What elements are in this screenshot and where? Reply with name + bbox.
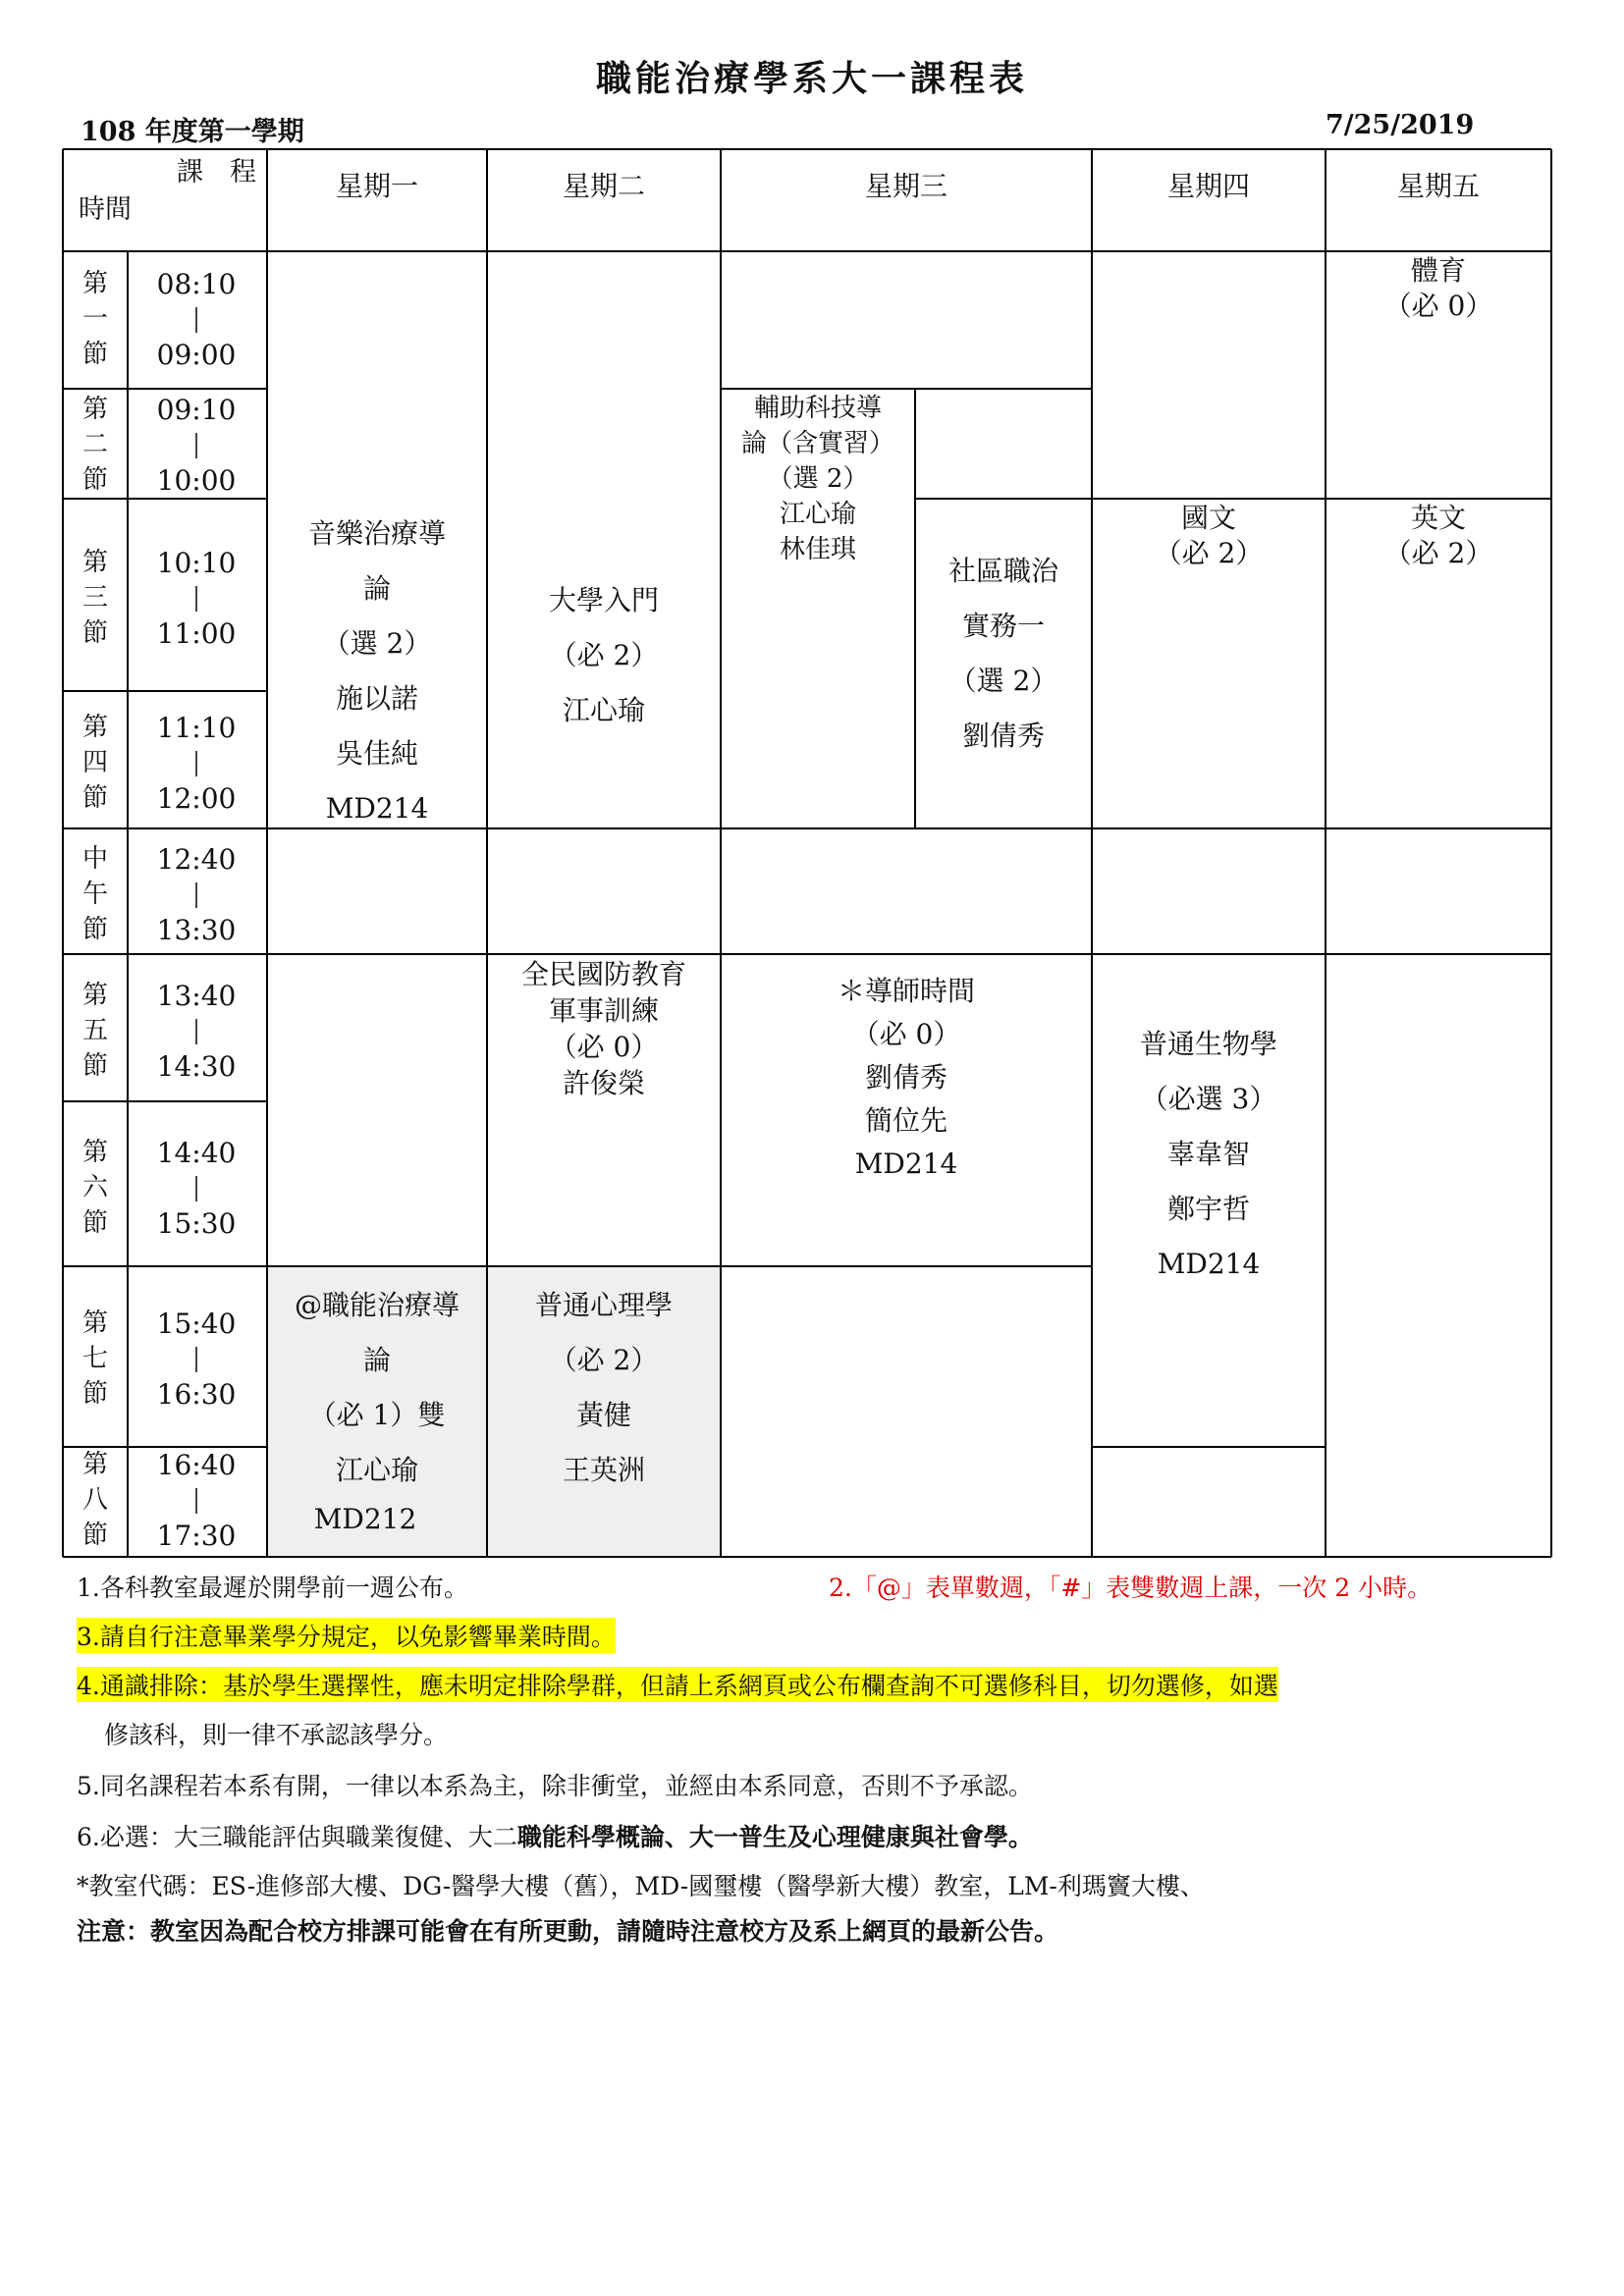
period-time: 08:10 09:00 (156, 268, 237, 372)
course-general-psychology: 普通心理學 （必 2） 黃健 王英洲 (534, 1289, 673, 1486)
period-time: 16:40 17:30 (156, 1449, 237, 1553)
time-label: 時間 (79, 194, 132, 225)
day-thu: 星期四 (1166, 170, 1250, 202)
course-ot-intro: @職能治療導 論 （必 1）雙 江心瑜 (294, 1289, 460, 1486)
period-label: 第 五 節 (81, 981, 108, 1081)
period-time: 12:40 13:30 (156, 843, 237, 947)
course-assistive-tech: 輔助科技導 論（含實習） （選 2） 江心瑜 林佳琪 (740, 394, 894, 564)
term-label: 108 年度第一學期 (81, 117, 304, 147)
course-community-ot: 社區職治 實務一 （選 2） 劉倩秀 (947, 555, 1058, 752)
date-label: 7/25/2019 (1326, 110, 1475, 140)
period-time: 11:10 12:00 (156, 712, 237, 816)
period-time: 09:10 10:00 (156, 394, 237, 498)
period-label: 第 六 節 (81, 1138, 108, 1238)
note-4: 4.通識排除：基於學生選擇性，應未明定排除學群，但請上系網頁或公布欄查詢不可選修科目，切勿選修，如選 (77, 1667, 1278, 1702)
period-label: 第 七 節 (81, 1308, 108, 1409)
period-label: 第 二 節 (81, 395, 108, 495)
page-title: 職能治療學系大一課程表 (595, 58, 1028, 99)
day-fri: 星期五 (1396, 170, 1480, 202)
day-mon: 星期一 (335, 170, 418, 202)
course-ot-intro-room: MD212 (313, 1503, 417, 1535)
period-label: 第 一 節 (81, 269, 108, 369)
period-time: 13:40 14:30 (156, 980, 237, 1084)
course-general-biology: 普通生物學 （必選 3） 辜韋智 鄭宇哲 MD214 (1139, 1028, 1277, 1280)
period-label: 中 午 節 (81, 844, 108, 944)
note-3: 3.請自行注意畢業學分規定，以免影響畢業時間。 (77, 1618, 616, 1653)
note-7: *教室代碼：ES-進修部大樓、DG-醫學大樓（舊），MD-國璽樓（醫學新大樓）教室，LM-利瑪竇大樓、 (77, 1872, 1205, 1900)
course-national-defense: 全民國防教育 軍事訓練 （必 0） 許俊榮 (520, 958, 686, 1099)
note-1: 1.各科教室最遲於開學前一週公布。 (77, 1574, 468, 1602)
note-8: 注意：教室因為配合校方排課可能會在有所更動，請隨時注意校方及系上網頁的最新公告。 (77, 1917, 1059, 1946)
day-wed: 星期三 (864, 170, 947, 202)
day-tue: 星期二 (562, 170, 645, 202)
note-5: 5.同名課程若本系有開，一律以本系為主，除非衝堂，並經由本系同意，否則不予承認。 (77, 1772, 1033, 1800)
course-intro-university: 大學入門 （必 2） 江心瑜 (548, 584, 659, 726)
period-time: 10:10 11:00 (156, 547, 237, 651)
course-mentor-time: ＊導師時間 （必 0） 劉倩秀 簡位先 MD214 (837, 975, 975, 1180)
period-time: 14:40 15:30 (156, 1137, 237, 1241)
note-4-cont: 修該科，則一律不承認該學分。 (104, 1721, 449, 1749)
note-6: 6.必選：大三職能評估與職業復健、大二職能科學概論、大一普生及心理健康與社會學。 (77, 1823, 1033, 1851)
period-label: 第 三 節 (81, 548, 108, 648)
course-label: 課 程 (177, 157, 256, 187)
course-pe: 體育 （必 0） (1383, 254, 1493, 323)
period-time: 15:40 16:30 (156, 1308, 237, 1412)
period-label: 第 八 節 (81, 1450, 108, 1550)
course-chinese: 國文 （必 2） (1154, 502, 1264, 570)
course-english: 英文 （必 2） (1383, 502, 1493, 570)
note-2: 2.「@」表單數週，「#」表雙數週上課，一次 2 小時。 (829, 1574, 1433, 1602)
period-label: 第 四 節 (81, 713, 108, 813)
course-music-therapy: 音樂治療導 論 （選 2） 施以諾 吳佳純 MD214 (307, 517, 446, 825)
